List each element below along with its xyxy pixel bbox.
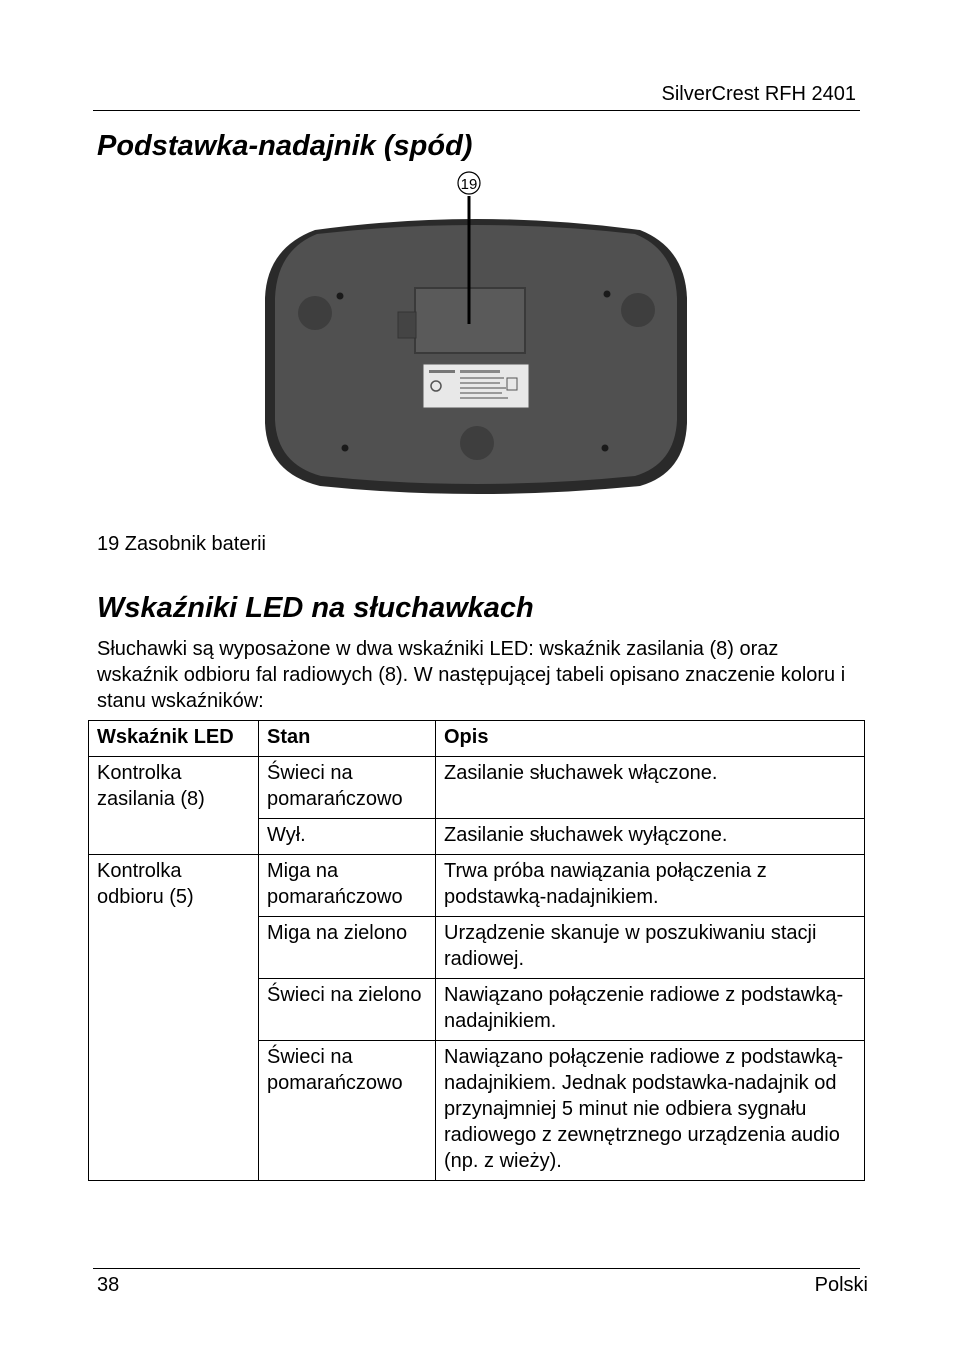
rubber-foot [621,293,655,327]
table-row [89,855,865,917]
table-cell-description: Trwa próba nawiązania połączenia z podstawką-nadajnikiem. [436,855,865,917]
table-cell-state: Wył. [259,819,436,855]
screw-hole [602,445,609,452]
led-table [88,720,865,1181]
table-header-state: Stan [259,721,436,757]
intro-text: Słuchawki są wyposażone w dwa wskaźniki LED: wskaźnik zasilania (8) oraz wskaźnik odbioru fal radiowych (8). W następującej tabeli opisano znaczenie koloru i stanu wskaźników: [97,638,846,712]
table-cell-state: Świeci na zielono [259,979,436,1041]
table-cell-led: Kontrolka zasilania (8) [89,757,259,855]
footer-divider [93,1268,860,1269]
section-title-led-indicators: Wskaźniki LED na słuchawkach [97,592,534,624]
battery-latch [398,312,416,338]
figure-caption: 19 Zasobnik baterii [97,533,266,555]
header-divider [93,110,860,111]
table-header-row [89,721,865,757]
footer-language: Polski [814,1274,868,1296]
table-cell-state: Miga na zielono [259,917,436,979]
document-model-name: SilverCrest RFH 2401 [661,83,856,105]
table-cell-description: Urządzenie skanuje w poszukiwaniu stacji radiowej. [436,917,865,979]
page-number: 38 [97,1274,120,1296]
screw-hole [342,445,349,452]
table-row [89,757,865,819]
table-cell-state: Miga na pomarańczowo [259,855,436,917]
table-cell-led: Kontrolka odbioru (5) [89,855,259,1181]
screw-hole [604,291,611,298]
table-header-led: Wskaźnik LED [89,721,259,757]
screw-hole [337,293,344,300]
section-title-base-bottom: Podstawka-nadajnik (spód) [97,130,473,162]
table-cell-description: Zasilanie słuchawek wyłączone. [436,819,865,855]
transmitter-base-bottom-photo [255,168,700,498]
table-cell-state: Świeci na pomarańczowo [259,1041,436,1181]
table-header-description: Opis [436,721,865,757]
table-cell-description: Zasilanie słuchawek włączone. [436,757,865,819]
intro-paragraph [97,636,857,714]
table-cell-description: Nawiązano połączenie radiowe z podstawką-nadajnikiem. [436,979,865,1041]
rubber-foot [460,426,494,460]
table-cell-description: Nawiązano połączenie radiowe z podstawką-nadajnikiem. Jednak podstawka-nadajnik od przynajmniej 5 minut nie odbiera sygnału radiowego z zewnętrznego urządzenia audio (np. z wieży). [436,1041,865,1181]
table-cell-state: Świeci na pomarańczowo [259,757,436,819]
rubber-foot [298,296,332,330]
callout-number: 19 [460,176,478,193]
